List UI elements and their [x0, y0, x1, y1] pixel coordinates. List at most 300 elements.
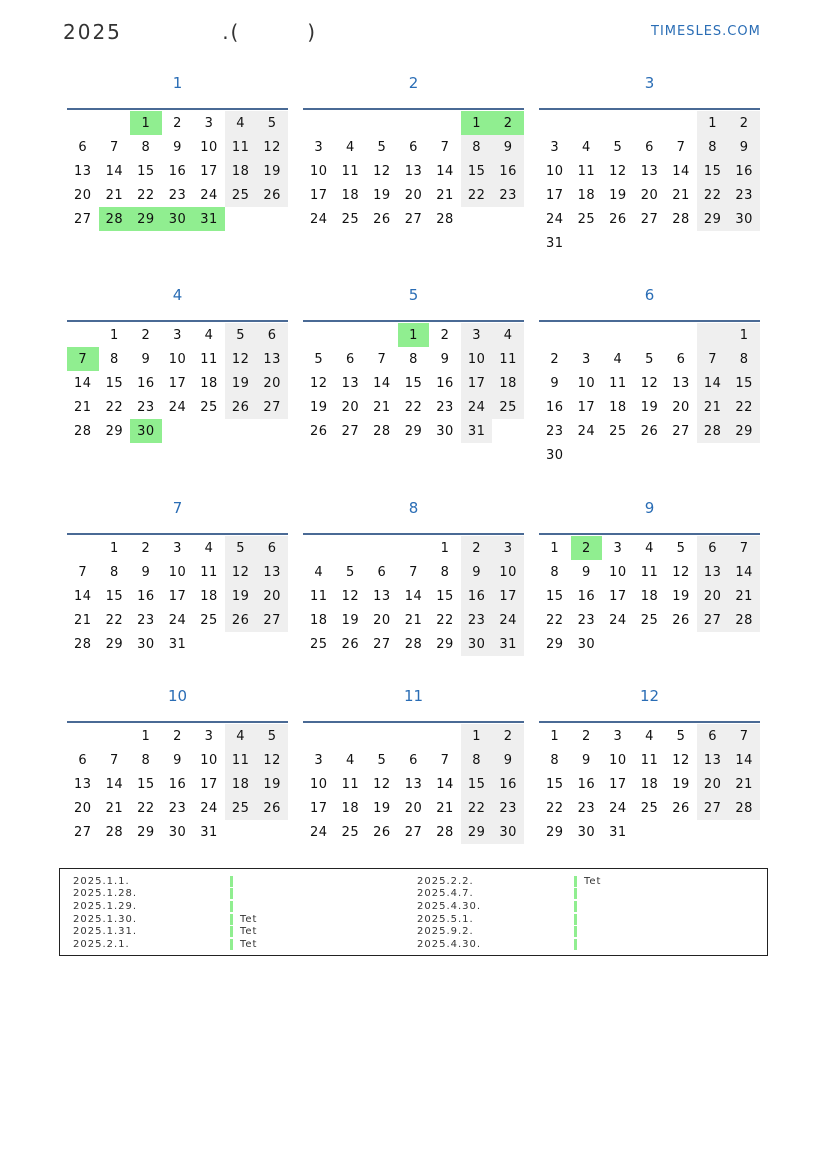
day-cell: 29: [697, 207, 729, 231]
month-divider: [539, 320, 760, 322]
day-cell: 22: [105, 612, 124, 628]
day-cell: 2: [492, 111, 524, 135]
holiday-marker: [230, 914, 233, 925]
day-cell: 25: [225, 796, 257, 820]
day-cell: 28: [373, 423, 391, 439]
day-cell: 2: [141, 540, 151, 556]
day-cell: 5: [613, 139, 623, 155]
day-cell: 14: [728, 560, 760, 584]
empty-day-cell: [366, 536, 398, 560]
day-cell: 19: [256, 772, 288, 796]
day-cell: 15: [546, 588, 564, 604]
day-cell: 22: [697, 183, 729, 207]
month-day-grid: [303, 323, 524, 443]
day-cell: 21: [373, 399, 391, 415]
day-cell: 3: [314, 752, 324, 768]
day-cell: 16: [492, 772, 524, 796]
holiday-marker: [230, 901, 233, 912]
day-cell: 31: [546, 235, 564, 251]
empty-day-cell: [335, 536, 367, 560]
day-cell: 19: [672, 588, 690, 604]
day-cell: 12: [256, 135, 288, 159]
day-cell: 9: [550, 375, 560, 391]
month-day-grid: [67, 724, 288, 844]
day-cell: 15: [436, 588, 454, 604]
day-cell: 28: [728, 796, 760, 820]
day-cell: 6: [676, 351, 686, 367]
day-cell: 20: [697, 584, 729, 608]
day-cell: 21: [404, 612, 423, 628]
day-cell: 8: [550, 752, 560, 768]
day-cell: 9: [173, 139, 182, 155]
day-cell: 16: [137, 375, 155, 391]
day-cell: 25: [609, 423, 627, 439]
day-cell: 1: [461, 724, 493, 748]
day-cell: 20: [672, 399, 690, 415]
day-cell: 25: [492, 395, 524, 419]
holiday-note-row: [73, 938, 257, 951]
day-cell: 26: [225, 395, 257, 419]
day-cell: 30: [130, 419, 162, 443]
day-cell: 9: [440, 351, 450, 367]
day-cell: 13: [256, 347, 288, 371]
day-cell: 15: [697, 159, 729, 183]
empty-day-cell: [634, 111, 666, 135]
day-cell: 24: [310, 211, 328, 227]
empty-day-cell: [335, 323, 367, 347]
day-cell: 22: [461, 183, 493, 207]
day-cell: 25: [200, 399, 218, 415]
day-cell: 14: [436, 776, 454, 792]
month-day-grid: [303, 536, 524, 656]
day-cell: 22: [137, 187, 155, 203]
day-cell: 27: [373, 636, 391, 652]
day-cell: 19: [225, 584, 257, 608]
day-cell: 31: [200, 824, 218, 840]
holiday-marker: [230, 888, 233, 899]
empty-day-cell: [398, 111, 430, 135]
day-cell: 3: [613, 540, 623, 556]
month-name: 4: [172, 286, 183, 304]
day-cell: 28: [105, 824, 124, 840]
day-cell: 30: [728, 207, 760, 231]
day-cell: 17: [609, 776, 627, 792]
day-cell: 13: [404, 163, 423, 179]
empty-day-cell: [67, 323, 99, 347]
day-cell: 16: [546, 399, 564, 415]
day-cell: 12: [672, 752, 690, 768]
day-cell: 6: [377, 564, 387, 580]
day-cell: 13: [697, 560, 729, 584]
day-cell: 26: [609, 211, 627, 227]
day-cell: 10: [200, 139, 218, 155]
empty-day-cell: [99, 111, 131, 135]
day-cell: 26: [672, 800, 690, 816]
day-cell: 5: [256, 724, 288, 748]
day-cell: 3: [461, 323, 493, 347]
day-cell: 8: [461, 748, 493, 772]
day-cell: 11: [640, 564, 659, 580]
day-cell: 24: [609, 800, 627, 816]
empty-day-cell: [335, 111, 367, 135]
month-day-grid: [67, 111, 288, 231]
empty-day-cell: [67, 724, 99, 748]
empty-day-cell: [665, 323, 697, 347]
day-cell: 20: [640, 187, 659, 203]
day-cell: 26: [640, 423, 659, 439]
day-cell: 27: [404, 211, 423, 227]
day-cell: 15: [728, 371, 760, 395]
day-cell: 26: [373, 211, 391, 227]
month-name: 12: [639, 687, 660, 705]
day-cell: 26: [672, 612, 690, 628]
day-cell: 21: [672, 187, 690, 203]
month-name: 1: [172, 74, 183, 92]
month-day-grid: [303, 724, 524, 844]
month-12: [539, 687, 760, 887]
day-cell: 30: [168, 824, 187, 840]
day-cell: 9: [173, 752, 182, 768]
holiday-notes-right: [417, 875, 601, 951]
day-cell: 11: [341, 776, 360, 792]
day-cell: 25: [200, 612, 218, 628]
day-cell: 3: [173, 540, 182, 556]
day-cell: 27: [672, 423, 690, 439]
empty-day-cell: [398, 536, 430, 560]
day-cell: 3: [204, 728, 214, 744]
day-cell: 4: [645, 540, 654, 556]
empty-day-cell: [539, 323, 571, 347]
day-cell: 27: [404, 824, 423, 840]
holiday-note-row: [73, 900, 257, 913]
day-cell: 22: [436, 612, 454, 628]
day-cell: 23: [168, 800, 187, 816]
day-cell: 18: [310, 612, 328, 628]
day-cell: 10: [577, 375, 596, 391]
day-cell: 23: [577, 800, 596, 816]
day-cell: 10: [546, 163, 564, 179]
day-cell: 27: [697, 608, 729, 632]
day-cell: 4: [645, 728, 654, 744]
day-cell: 4: [225, 111, 257, 135]
day-cell: 5: [225, 536, 257, 560]
day-cell: 8: [728, 347, 760, 371]
empty-day-cell: [571, 323, 603, 347]
day-cell: 21: [436, 187, 454, 203]
day-cell: 17: [168, 375, 187, 391]
holiday-note-row: [417, 888, 601, 901]
day-cell: 29: [461, 820, 493, 844]
day-cell: 7: [728, 724, 760, 748]
day-cell: 2: [440, 327, 450, 343]
day-cell: 30: [577, 636, 596, 652]
day-cell: 17: [546, 187, 564, 203]
day-cell: 24: [546, 211, 564, 227]
day-cell: 5: [676, 540, 686, 556]
day-cell: 18: [640, 776, 659, 792]
day-cell: 24: [310, 824, 328, 840]
day-cell: 28: [74, 423, 92, 439]
day-cell: 25: [310, 636, 328, 652]
day-cell: 7: [67, 347, 99, 371]
month-6: [539, 286, 760, 486]
holiday-note-row: [417, 900, 601, 913]
day-cell: 26: [256, 796, 288, 820]
month-day-grid: [67, 536, 288, 656]
empty-day-cell: [665, 111, 697, 135]
day-cell: 16: [168, 163, 187, 179]
holiday-marker: [230, 876, 233, 887]
day-cell: 20: [404, 800, 423, 816]
day-cell: 17: [310, 187, 328, 203]
day-cell: 11: [640, 752, 659, 768]
day-cell: 31: [609, 824, 627, 840]
day-cell: 4: [345, 139, 355, 155]
day-cell: 4: [581, 139, 591, 155]
empty-day-cell: [429, 111, 461, 135]
empty-day-cell: [539, 111, 571, 135]
day-cell: 4: [204, 540, 214, 556]
holiday-note-row: [417, 875, 601, 888]
day-cell: 17: [609, 588, 627, 604]
day-cell: 19: [341, 612, 360, 628]
empty-day-cell: [571, 111, 603, 135]
day-cell: 4: [492, 323, 524, 347]
day-cell: 6: [345, 351, 355, 367]
day-cell: 10: [168, 351, 187, 367]
day-cell: 14: [697, 371, 729, 395]
day-cell: 30: [137, 636, 155, 652]
day-cell: 12: [256, 748, 288, 772]
empty-day-cell: [398, 724, 430, 748]
empty-day-cell: [67, 111, 99, 135]
day-cell: 18: [577, 187, 596, 203]
holiday-notes-box: [59, 868, 768, 956]
day-cell: 20: [373, 612, 391, 628]
month-name: 8: [408, 499, 419, 517]
day-cell: 18: [609, 399, 627, 415]
month-name: 2: [408, 74, 419, 92]
day-cell: 16: [577, 776, 596, 792]
day-cell: 4: [204, 327, 214, 343]
day-cell: 9: [728, 135, 760, 159]
day-cell: 15: [137, 776, 155, 792]
holiday-date: 2025.1.28.: [73, 888, 138, 900]
day-cell: 21: [105, 187, 124, 203]
day-cell: 21: [697, 395, 729, 419]
day-cell: 13: [672, 375, 690, 391]
day-cell: 18: [341, 187, 360, 203]
day-cell: 25: [341, 211, 360, 227]
month-name: 5: [408, 286, 419, 304]
day-cell: 29: [105, 636, 124, 652]
day-cell: 1: [697, 111, 729, 135]
day-cell: 29: [546, 636, 564, 652]
month-day-grid: [67, 323, 288, 443]
empty-day-cell: [303, 724, 335, 748]
day-cell: 28: [436, 211, 454, 227]
day-cell: 13: [256, 560, 288, 584]
day-cell: 29: [546, 824, 564, 840]
day-cell: 1: [550, 728, 560, 744]
day-cell: 26: [341, 636, 360, 652]
day-cell: 24: [461, 395, 493, 419]
month-10: [67, 687, 288, 887]
day-cell: 28: [436, 824, 454, 840]
empty-day-cell: [303, 323, 335, 347]
month-3: [539, 74, 760, 274]
day-cell: 22: [461, 796, 493, 820]
day-cell: 13: [74, 776, 92, 792]
day-cell: 14: [373, 375, 391, 391]
day-cell: 5: [256, 111, 288, 135]
day-cell: 29: [137, 824, 155, 840]
day-cell: 24: [577, 423, 596, 439]
day-cell: 16: [728, 159, 760, 183]
day-cell: 5: [225, 323, 257, 347]
day-cell: 21: [74, 399, 92, 415]
day-cell: 23: [461, 608, 493, 632]
day-cell: 4: [345, 752, 355, 768]
day-cell: 12: [672, 564, 690, 580]
day-cell: 6: [645, 139, 654, 155]
day-cell: 27: [256, 608, 288, 632]
day-cell: 5: [377, 752, 387, 768]
holiday-name: Tet: [240, 926, 258, 938]
holiday-marker: [230, 939, 233, 950]
day-cell: 3: [173, 327, 182, 343]
day-cell: 20: [404, 187, 423, 203]
day-cell: 27: [256, 395, 288, 419]
month-divider: [303, 533, 524, 535]
day-cell: 5: [377, 139, 387, 155]
day-cell: 12: [341, 588, 360, 604]
day-cell: 6: [78, 752, 88, 768]
day-cell: 21: [436, 800, 454, 816]
day-cell: 22: [105, 399, 124, 415]
day-cell: 22: [546, 800, 564, 816]
month-divider: [303, 320, 524, 322]
day-cell: 8: [550, 564, 560, 580]
day-cell: 1: [130, 111, 162, 135]
day-cell: 1: [461, 111, 493, 135]
day-cell: 17: [492, 584, 524, 608]
day-cell: 26: [310, 423, 328, 439]
empty-day-cell: [602, 323, 634, 347]
day-cell: 23: [137, 612, 155, 628]
day-cell: 22: [137, 800, 155, 816]
day-cell: 15: [461, 772, 493, 796]
month-divider: [539, 108, 760, 110]
day-cell: 23: [492, 796, 524, 820]
holiday-notes-left: [73, 875, 257, 951]
day-cell: 13: [640, 163, 659, 179]
day-cell: 29: [728, 419, 760, 443]
holiday-date: 2025.5.1.: [417, 913, 474, 925]
day-cell: 15: [461, 159, 493, 183]
day-cell: 17: [461, 371, 493, 395]
day-cell: 19: [373, 800, 391, 816]
day-cell: 28: [74, 636, 92, 652]
month-divider: [303, 108, 524, 110]
day-cell: 3: [613, 728, 623, 744]
day-cell: 1: [440, 540, 450, 556]
day-cell: 12: [373, 163, 391, 179]
month-divider: [539, 533, 760, 535]
day-cell: 19: [256, 159, 288, 183]
month-name: 10: [167, 687, 188, 705]
day-cell: 26: [225, 608, 257, 632]
day-cell: 10: [310, 163, 328, 179]
day-cell: 9: [581, 564, 591, 580]
day-cell: 8: [461, 135, 493, 159]
day-cell: 3: [492, 536, 524, 560]
day-cell: 15: [137, 163, 155, 179]
day-cell: 29: [105, 423, 124, 439]
day-cell: 8: [141, 752, 151, 768]
day-cell: 30: [162, 207, 194, 231]
day-cell: 17: [200, 776, 218, 792]
day-cell: 17: [200, 163, 218, 179]
month-9: [539, 499, 760, 699]
day-cell: 3: [581, 351, 591, 367]
holiday-name: Tet: [584, 875, 602, 887]
day-cell: 9: [492, 748, 524, 772]
holiday-note-row: [73, 875, 257, 888]
day-cell: 1: [550, 540, 560, 556]
day-cell: 4: [314, 564, 324, 580]
month-4: [67, 286, 288, 486]
day-cell: 17: [310, 800, 328, 816]
day-cell: 11: [225, 135, 257, 159]
day-cell: 21: [728, 772, 760, 796]
day-cell: 30: [546, 447, 564, 463]
month-day-grid: [539, 536, 760, 656]
day-cell: 11: [200, 564, 218, 580]
day-cell: 12: [640, 375, 659, 391]
day-cell: 30: [492, 820, 524, 844]
day-cell: 18: [341, 800, 360, 816]
day-cell: 23: [728, 183, 760, 207]
month-5: [303, 286, 524, 486]
holiday-date: 2025.1.29.: [73, 900, 138, 912]
day-cell: 6: [409, 139, 418, 155]
empty-day-cell: [67, 536, 99, 560]
day-cell: 22: [728, 395, 760, 419]
day-cell: 19: [640, 399, 659, 415]
holiday-note-row: [417, 925, 601, 938]
day-cell: 12: [373, 776, 391, 792]
day-cell: 18: [640, 588, 659, 604]
day-cell: 2: [550, 351, 560, 367]
day-cell: 31: [168, 636, 187, 652]
day-cell: 16: [461, 584, 493, 608]
day-cell: 6: [697, 536, 729, 560]
day-cell: 19: [609, 187, 627, 203]
day-cell: 2: [173, 728, 182, 744]
day-cell: 19: [672, 776, 690, 792]
empty-day-cell: [303, 111, 335, 135]
day-cell: 16: [137, 588, 155, 604]
day-cell: 11: [577, 163, 596, 179]
day-cell: 6: [78, 139, 88, 155]
brand-logo-text[interactable]: TIMESLES.COM: [651, 24, 761, 39]
day-cell: 12: [225, 560, 257, 584]
day-cell: 6: [409, 752, 418, 768]
day-cell: 5: [676, 728, 686, 744]
day-cell: 10: [200, 752, 218, 768]
day-cell: 2: [728, 111, 760, 135]
